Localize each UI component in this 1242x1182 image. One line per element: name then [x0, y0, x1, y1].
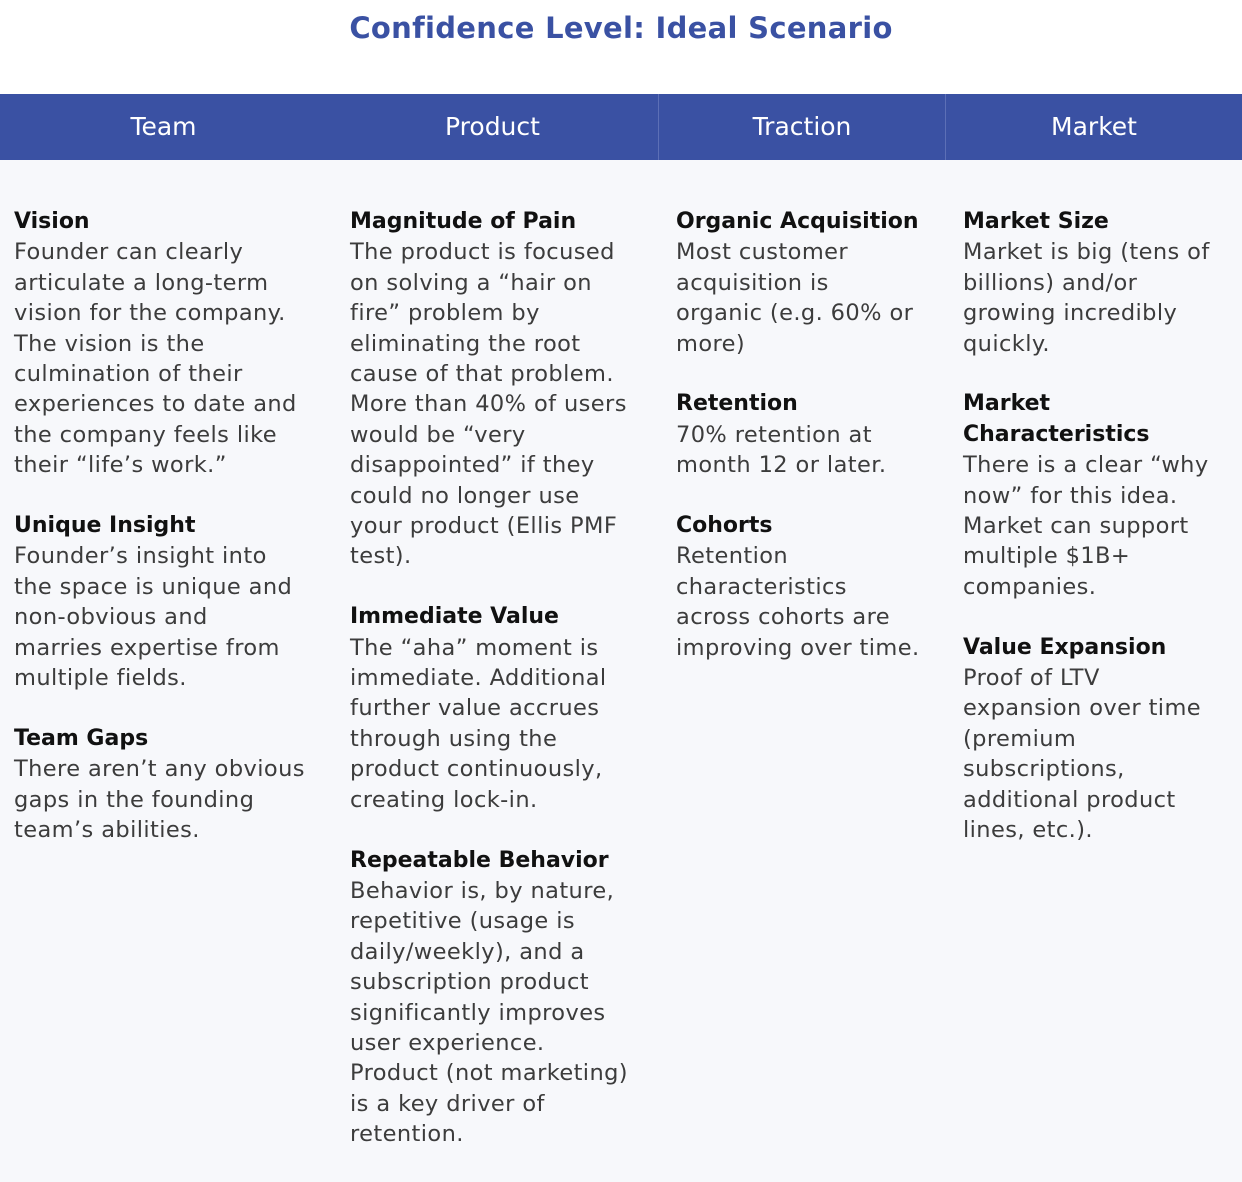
section-title: Unique Insight: [14, 513, 196, 539]
section-text: [350, 876, 650, 1150]
text-line: The vision is the: [14, 330, 205, 357]
section-text: [350, 633, 650, 815]
text-line: further value accrues: [350, 695, 600, 722]
text-line: subscription product: [350, 969, 589, 996]
text-line: culmination of their: [14, 361, 243, 388]
text-line: organic (e.g. 60% or: [676, 300, 914, 327]
text-line: cause of that problem.: [350, 361, 614, 388]
text-line: Founder’s insight into: [14, 543, 267, 570]
text-line: Retention: [676, 543, 789, 570]
text-line: The product is focused: [350, 239, 615, 266]
text-line: across cohorts are: [676, 604, 890, 631]
text-line: There is a clear “why: [963, 452, 1209, 479]
text-line: through using the: [350, 725, 558, 752]
header-market: Market: [945, 94, 1242, 160]
text-line: gaps in the founding: [14, 786, 255, 813]
column-traction: [676, 207, 946, 693]
text-line: billions) and/or: [963, 269, 1138, 296]
page-title: Confidence Level: Ideal Scenario: [349, 11, 893, 45]
text-line: on solving a “hair on: [350, 269, 592, 296]
text-line: expansion over time: [963, 695, 1202, 722]
section-immediate-value: [350, 602, 650, 815]
section-team-gaps: [14, 724, 324, 846]
text-line: more): [676, 330, 746, 357]
text-line: is a key driver of: [350, 1090, 545, 1117]
text-line: now” for this idea.: [963, 482, 1178, 509]
text-line: Product (not marketing): [350, 1060, 628, 1087]
section-vision: [14, 207, 324, 481]
table-header: [0, 94, 1242, 160]
section-text: [963, 237, 1238, 359]
section-text: [14, 754, 324, 845]
text-line: lines, etc.).: [963, 817, 1093, 844]
text-line: acquisition is: [676, 269, 829, 296]
section-title: Immediate Value: [350, 604, 559, 630]
section-title: Vision: [14, 209, 90, 234]
text-line: 70% retention at: [676, 421, 872, 448]
text-line: vision for the company.: [14, 300, 286, 327]
section-organic-acquisition: [676, 207, 946, 359]
section-value-expansion: [963, 633, 1238, 846]
text-line: quickly.: [963, 330, 1050, 357]
text-line: fire” problem by: [350, 300, 540, 327]
section-title: Retention: [676, 391, 798, 417]
text-line: team’s abilities.: [14, 817, 200, 844]
text-line: the company feels like: [14, 421, 278, 448]
text-line: user experience.: [350, 1029, 545, 1056]
section-text: [350, 237, 650, 571]
section-unique-insight: [14, 511, 324, 693]
text-line: More than 40% of users: [350, 391, 627, 418]
section-title: Team Gaps: [14, 725, 149, 751]
text-line: articulate a long-term: [14, 269, 269, 296]
text-line: eliminating the root: [350, 330, 581, 357]
text-line: improving over time.: [676, 634, 920, 661]
text-line: could no longer use: [350, 482, 580, 509]
text-line: disappointed” if they: [350, 452, 595, 479]
section-title: Value Expansion: [963, 634, 1167, 660]
title-line: Market: [963, 391, 1051, 417]
text-line: There aren’t any obvious: [14, 756, 305, 783]
text-line: repetitive (usage is: [350, 908, 575, 935]
text-line: their “life’s work.”: [14, 452, 227, 479]
section-magnitude-of-pain: [350, 207, 650, 572]
text-line: month 12 or later.: [676, 452, 887, 479]
section-title: Repeatable Behavior: [350, 847, 609, 873]
text-line: daily/weekly), and a: [350, 938, 585, 965]
text-line: Market is big (tens of: [963, 239, 1210, 266]
section-title: Cohorts: [676, 513, 773, 539]
text-line: significantly improves: [350, 999, 606, 1026]
section-market-size: [963, 207, 1238, 359]
text-line: additional product: [963, 786, 1176, 813]
section-title: Magnitude of Pain: [350, 209, 577, 234]
text-line: Proof of LTV: [963, 665, 1100, 692]
text-line: retention.: [350, 1121, 464, 1148]
text-line: characteristics: [676, 573, 847, 600]
section-title: [963, 389, 1238, 450]
header-traction: Traction: [658, 94, 945, 160]
title-line: Characteristics: [963, 421, 1150, 447]
section-text: [676, 420, 946, 481]
column-market: [963, 207, 1238, 876]
text-line: multiple $1B+: [963, 543, 1131, 570]
text-line: immediate. Additional: [350, 665, 607, 692]
text-line: growing incredibly: [963, 300, 1178, 327]
section-text: [14, 237, 324, 480]
section-retention: [676, 389, 946, 480]
section-text: [676, 541, 946, 663]
section-text: [963, 663, 1238, 845]
section-text: [963, 450, 1238, 602]
header-team: Team: [130, 112, 197, 141]
text-line: non-obvious and: [14, 604, 208, 631]
text-line: Founder can clearly: [14, 239, 244, 266]
text-line: your product (Ellis PMF: [350, 513, 618, 540]
column-team: [14, 207, 324, 876]
text-line: creating lock-in.: [350, 786, 538, 813]
text-line: experiences to date and: [14, 391, 297, 418]
section-repeatable-behavior: [350, 846, 650, 1150]
text-line: Behavior is, by nature,: [350, 877, 615, 904]
header-product: Product: [445, 112, 540, 141]
text-line: would be “very: [350, 421, 526, 448]
text-line: companies.: [963, 573, 1097, 600]
text-line: multiple fields.: [14, 665, 187, 692]
section-text: [14, 541, 324, 693]
text-line: The “aha” moment is: [350, 634, 599, 661]
text-line: subscriptions,: [963, 756, 1125, 783]
text-line: product continuously,: [350, 756, 603, 783]
text-line: the space is unique and: [14, 573, 293, 600]
text-line: test).: [350, 543, 412, 570]
text-line: Market can support: [963, 513, 1189, 540]
section-market-characteristics: [963, 389, 1238, 602]
text-line: marries expertise from: [14, 634, 280, 661]
section-title: Market Size: [963, 209, 1109, 234]
section-text: [676, 237, 946, 359]
text-line: Most customer: [676, 239, 849, 266]
column-product: [350, 207, 650, 1180]
section-title: Organic Acquisition: [676, 209, 919, 234]
table-body: [0, 160, 1242, 1182]
text-line: (premium: [963, 725, 1077, 752]
section-cohorts: [676, 511, 946, 663]
